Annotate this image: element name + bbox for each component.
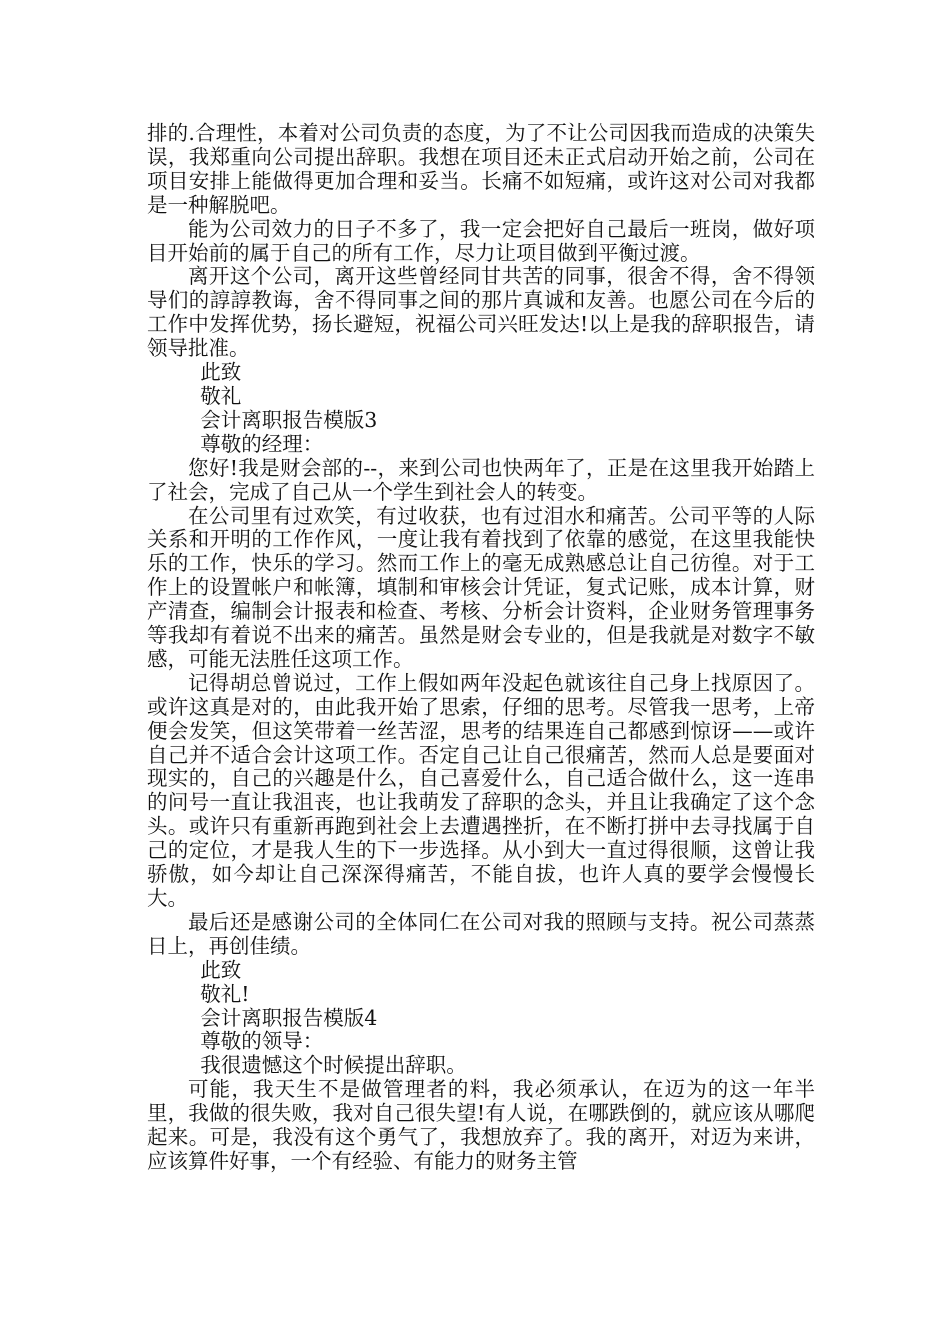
paragraph-7: 最后还是感谢公司的全体同仁在公司对我的照顾与支持。祝公司蒸蒸日上，再创佳绩。	[147, 909, 815, 958]
paragraph-2: 能为公司效力的日子不多了，我一定会把好自己最后一班岗，做好项目开始前的属于自己的所有工作，尽力让项目做到平衡过渡。	[147, 216, 815, 265]
closing-jingli-2: 敬礼!	[200, 981, 250, 1006]
closing-cizhi: 此致	[200, 360, 242, 385]
document-page	[147, 122, 815, 1174]
paragraph-8: 可能，我天生不是做管理者的料，我必须承认，在迈为的这一年半里，我做的很失败，我对自己很失望!有人说，在哪跌倒的，就应该从哪爬起来。可是，我没有这个勇气了，我想放弃了。我的离开，对迈为来讲，应该算件好事，一个有经验、有能力的财务主管	[147, 1077, 815, 1173]
closing-jingli: 敬礼	[200, 383, 242, 408]
opening-line: 我很遗憾这个时候提出辞职。	[200, 1053, 467, 1078]
paragraph-6: 记得胡总曾说过，工作上假如两年没起色就该往自己身上找原因了。或许这真是对的，由此我开始了思索，仔细的思考。尽管我一思考，上帝便会发笑，但这笑带着一丝苦涩，思考的结果连自己都感到惊讶——或许自己并不适合会计这项工作。否定自己让自己很痛苦，然而人总是要面对现实的，自己的兴趣是什么，自己喜爱什么，自己适合做什么，这一连串的问号一直让我沮丧，也让我萌发了辞职的念头，并且让我确定了这个念头。或许只有重新再跑到社会上去遭遇挫折，在不断打拼中去寻找属于自己的定位，才是我人生的下一步选择。从小到大一直过得很顺，这曾让我骄傲，如今却让自己深深得痛苦，不能自拔，也许人真的要学会慢慢长大。	[147, 670, 815, 910]
paragraph-5: 在公司里有过欢笑，有过收获，也有过泪水和痛苦。公司平等的人际关系和开明的工作作风，一度让我有着找到了依靠的感觉，在这里我能快乐的工作，快乐的学习。然而工作上的毫无成熟感总让自己彷徨。对于工作上的设置帐户和帐簿，填制和审核会计凭证，复式记账，成本计算，财产清查，编制会计报表和检查、考核、分析会计资料，企业财务管理事务等我却有着说不出来的痛苦。虽然是财会专业的，但是我就是对数字不敏感，可能无法胜任这项工作。	[147, 503, 815, 671]
section-heading-template-4: 会计离职报告模版4	[200, 1005, 378, 1030]
salutation-2: 尊敬的领导：	[200, 1029, 324, 1054]
section-heading-template-3: 会计离职报告模版3	[200, 407, 378, 432]
paragraph-3: 离开这个公司，离开这些曾经同甘共苦的同事，很舍不得，舍不得领导们的諄諄教诲，舍不得同事之间的那片真诚和友善。也愿公司在今后的工作中发挥优势，扬长避短，祝福公司兴旺发达!以上是我的辞职报告，请领导批准。	[147, 264, 815, 361]
closing-cizhi-2: 此致	[200, 957, 242, 982]
salutation: 尊敬的经理：	[200, 431, 324, 456]
paragraph-1: 排的.合理性，本着对公司负责的态度，为了不让公司因我而造成的决策失误，我郑重向公司提出辞职。我想在项目还未正式启动开始之前，公司在项目安排上能做得更加合理和妥当。长痛不如短痛，或许这对公司对我都是一种解脱吧。	[147, 121, 815, 217]
paragraph-4: 您好!我是财会部的--，来到公司也快两年了，正是在这里我开始踏上了社会，完成了自己从一个学生到社会人的转变。	[147, 455, 815, 504]
